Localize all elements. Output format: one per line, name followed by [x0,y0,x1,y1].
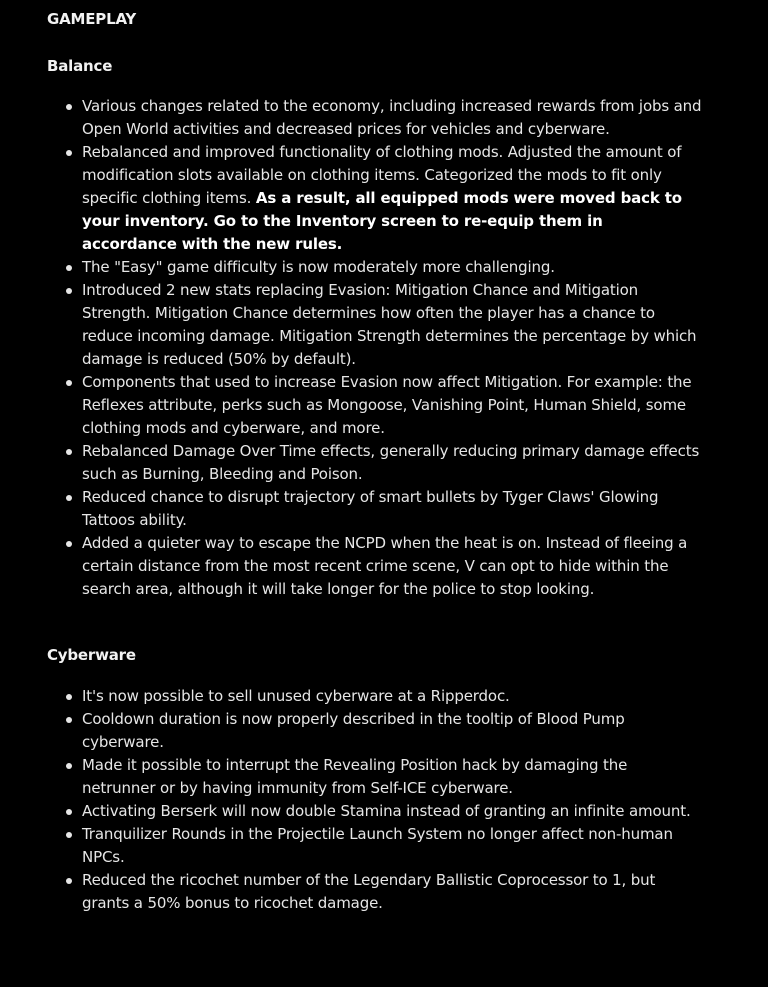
list-item-text: Activating Berserk will now double Stamina instead of granting an infinite amount. [82,802,691,820]
subsection-title-cyberware: Cyberware [47,646,136,664]
list-item-text: Made it possible to interrupt the Revealing Position hack by damaging the netrunner or by having immunity from Self-ICE cyberware. [82,756,628,797]
list-item [82,95,702,141]
list-item [82,371,702,440]
list-item [82,823,702,869]
section-title-gameplay: GAMEPLAY [47,10,137,28]
list-item-text: Added a quieter way to escape the NCPD when the heat is on. Instead of fleeing a certain distance from the most recent crime scene, V can opt to hide within the search area, although it will take longer for the police to stop looking. [82,534,688,598]
list-item-text: Tranquilizer Rounds in the Projectile Launch System no longer affect non-human NPCs. [82,825,673,866]
list-item [82,256,702,279]
list-item-text: Rebalanced and improved functionality of clothing mods. Adjusted the amount of modification slots available on clothing items. Categorized the mods to fit only specific clothing items. [82,143,682,207]
list-item-text: Components that used to increase Evasion now affect Mitigation. For example: the Reflexes attribute, perks such as Mongoose, Vanishing Point, Human Shield, some clothing mods and cyberware, and more. [82,373,692,437]
list-item [82,754,702,800]
list-item [82,532,702,601]
list-item-text: Reduced the ricochet number of the Legendary Ballistic Coprocessor to 1, but grants a 50% bonus to ricochet damage. [82,871,656,912]
list-item [82,440,702,486]
list-item [82,800,702,823]
list-item-text: Introduced 2 new stats replacing Evasion: Mitigation Chance and Mitigation Strength. Mitigation Chance determines how often the player has a chance to reduce incoming damage. Mitigation Strength determines the percentage by which damage is reduced (50% by default). [82,281,697,368]
list-item-text: Rebalanced Damage Over Time effects, generally reducing primary damage effects such as Burning, Bleeding and Poison. [82,442,700,483]
list-item [82,279,702,371]
list-item [82,141,702,256]
list-item [82,685,702,708]
list-item-bold-text: As a result, all equipped mods were moved back to your inventory. Go to the Inventory screen to re-equip them in accordance with the new rules. [82,189,682,253]
list-item [82,486,702,532]
balance-list [0,95,702,601]
list-item [82,869,702,915]
list-item-text: Reduced chance to disrupt trajectory of smart bullets by Tyger Claws' Glowing Tattoos ability. [82,488,659,529]
list-item-text: Various changes related to the economy, including increased rewards from jobs and Open World activities and decreased prices for vehicles and cyberware. [82,97,702,138]
list-item-text: Cooldown duration is now properly described in the tooltip of Blood Pump cyberware. [82,710,625,751]
cyberware-list [0,685,702,915]
subsection-title-balance: Balance [47,57,113,75]
list-item [82,708,702,754]
list-item-text: The "Easy" game difficulty is now moderately more challenging. [82,258,555,276]
list-item-text: It's now possible to sell unused cyberware at a Ripperdoc. [82,687,510,705]
